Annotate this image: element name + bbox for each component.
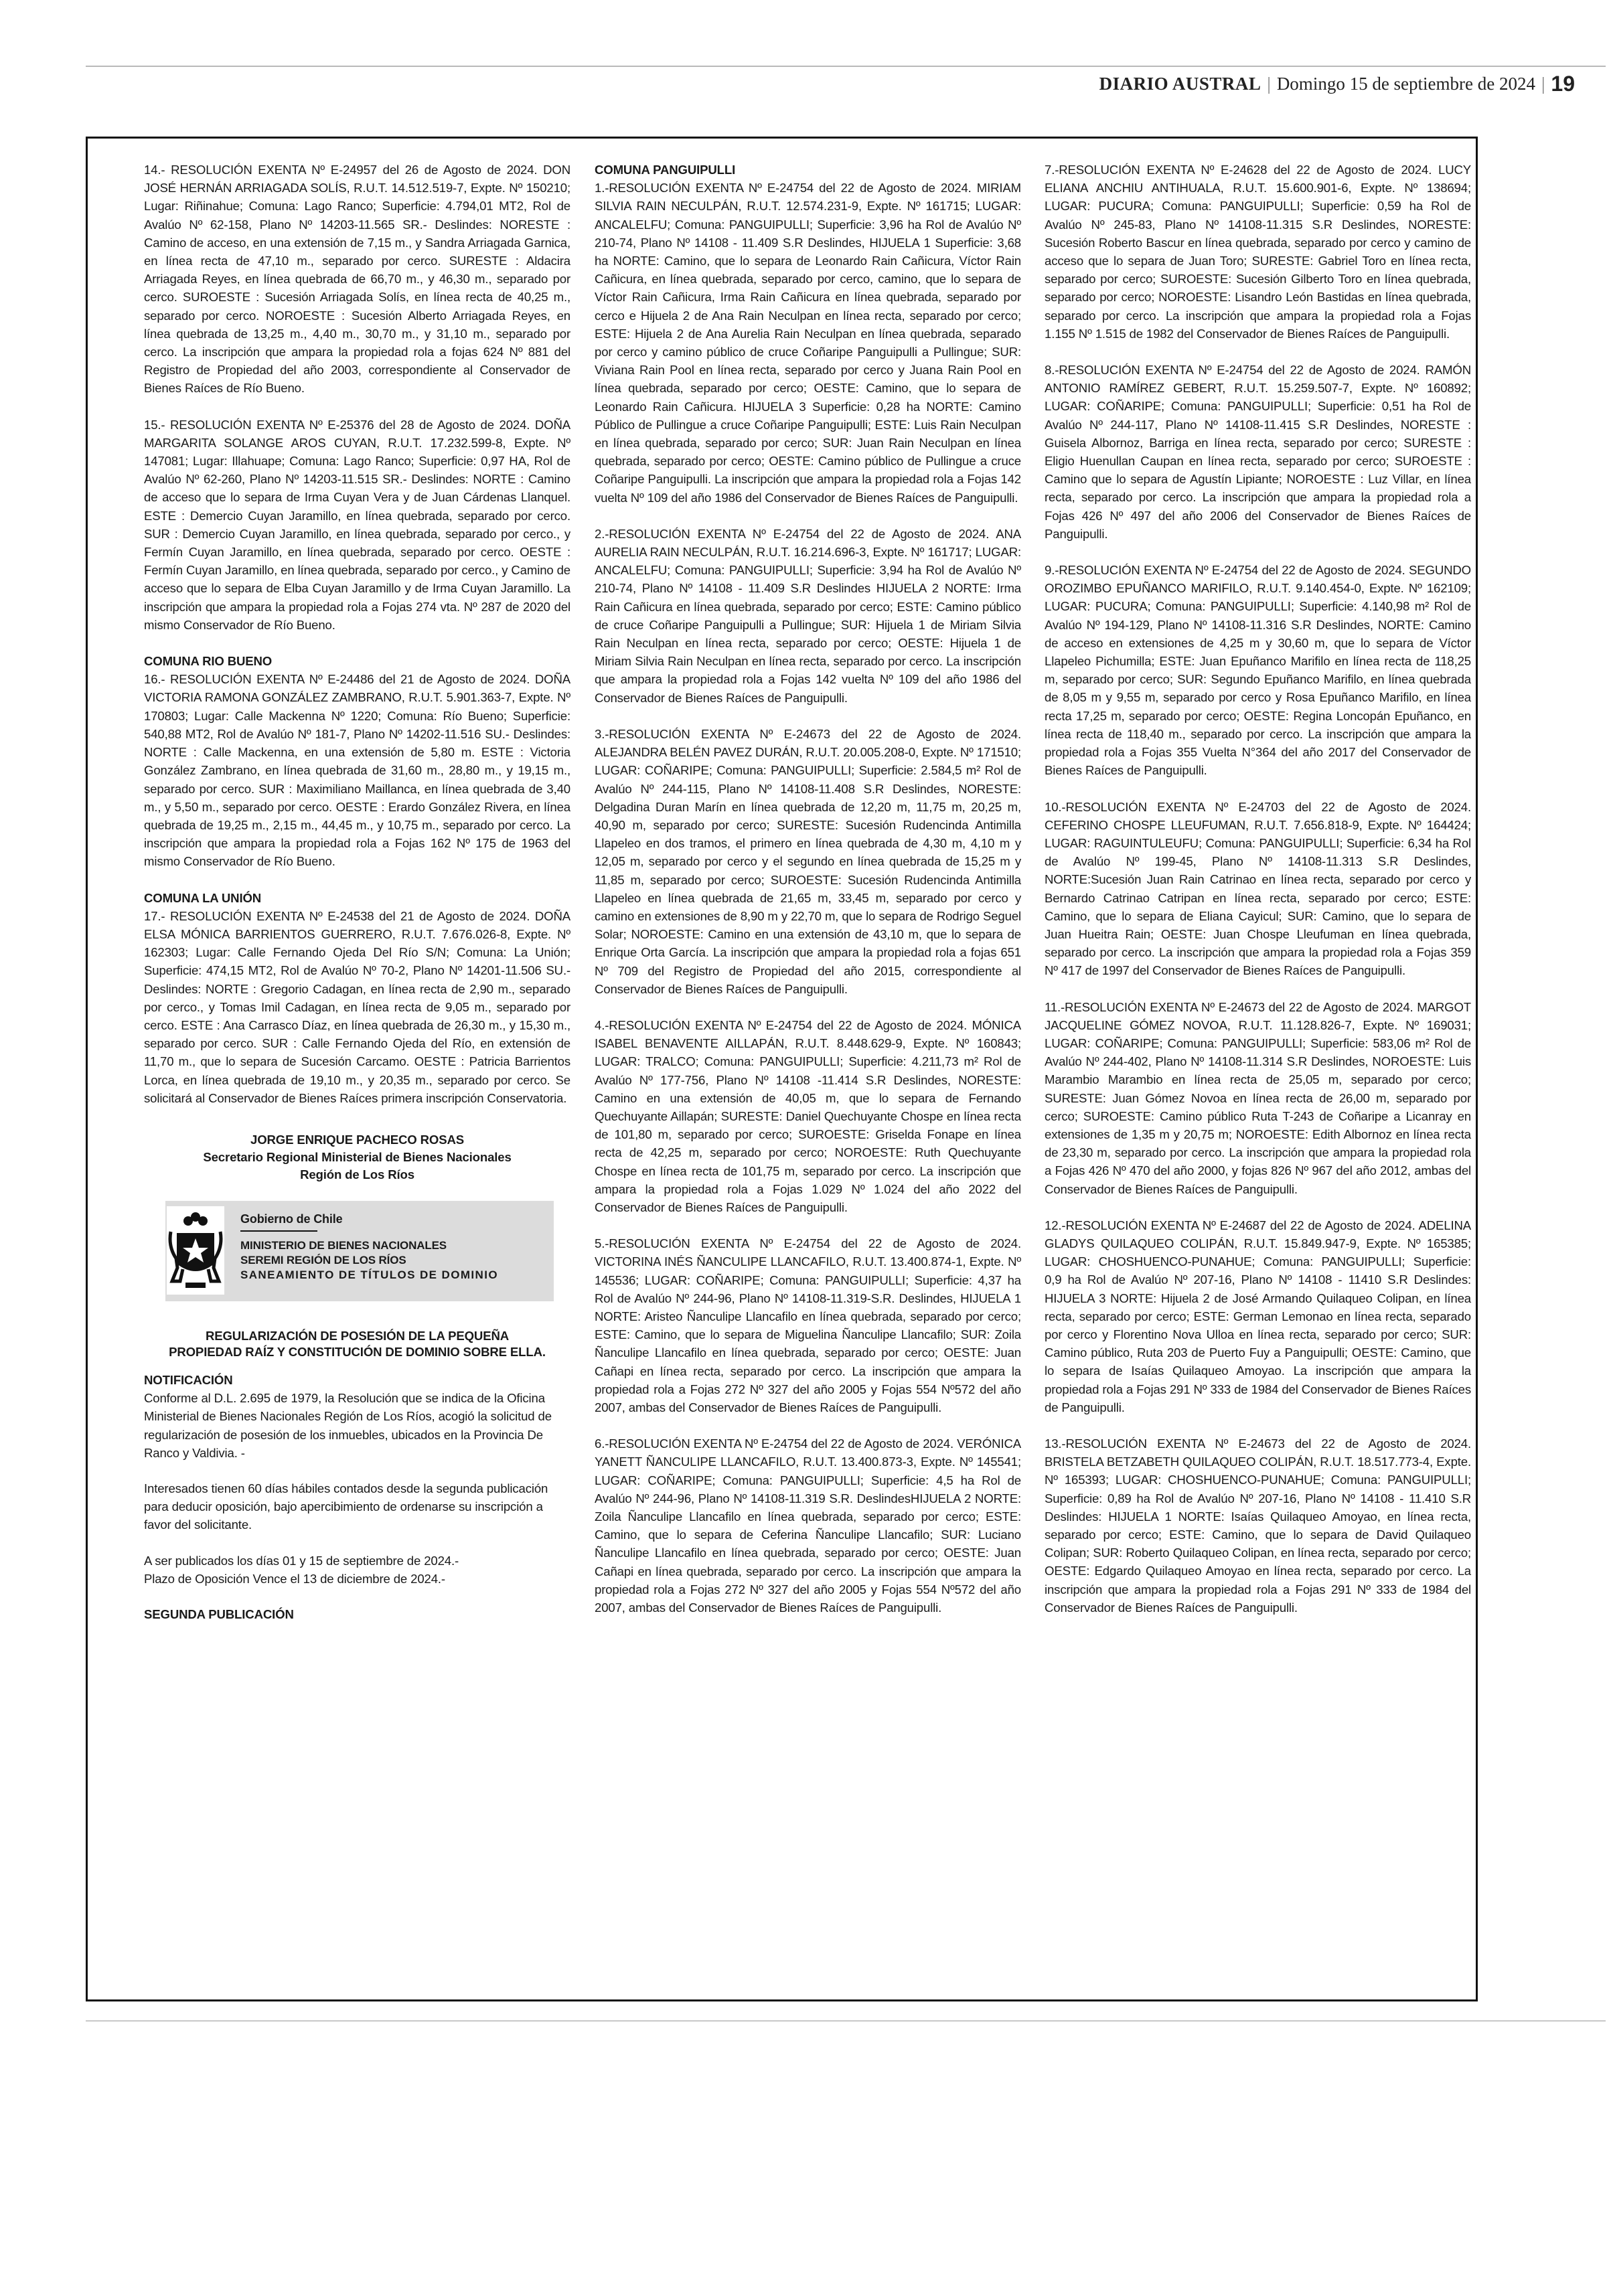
signature-block <box>144 1131 570 1183</box>
column-2 <box>595 161 1021 1635</box>
column-1 <box>144 161 570 1623</box>
header-rule <box>86 66 1606 67</box>
opposition-deadline: Plazo de Oposición Vence el 13 de diciembre de 2024.- <box>144 1571 445 1586</box>
regularization-title-line-1: REGULARIZACIÓN DE POSESIÓN DE LA PEQUEÑA <box>205 1328 510 1343</box>
page-number: 19 <box>1551 71 1575 96</box>
resolution-entry-7: 7.-RESOLUCIÓN EXENTA Nº E-24628 del 22 de Agosto de 2024. LUCY ELIANA ANCHIU ANTIHUALA, R.U.T. 15.600.901-6, Expte. Nº 138694; LUGAR: PUCURA; Comuna: PANGUIPULLI; Superficie: 0,59 ha Rol de Avalúo Nº 245-83, Plano Nº 14108-11.315 S.R Deslindes, NORESTE: Sucesión Roberto Bascur en línea quebrada, separado por cerco y camino de acceso que lo separa de Juan Toro; SURESTE: Gabriel Toro en línea recta, separado por cerco; SUROESTE: Sucesión Gilberto Toro en línea quebrada, separado por cerco; NOROESTE: Lisandro León Bastidas en línea quebrada, separado por cerco. La inscripción que ampara la propiedad rola a Fojas 1.155 Nº 1.515 de 1982 del Conservador de Bienes Raíces de Panguipulli. <box>1045 163 1471 341</box>
signatory-name: JORGE ENRIQUE PACHECO ROSAS <box>250 1132 464 1147</box>
publication-dates: A ser publicados los días 01 y 15 de septiembre de 2024.- <box>144 1553 459 1568</box>
resolution-entry-4: 4.-RESOLUCIÓN EXENTA Nº E-24754 del 22 de Agosto de 2024. MÓNICA ISABEL BENAVENTE AILLAPÁN, R.U.T. 8.448.629-9, Expte. Nº 160843; LUGAR: TRALCO; Comuna: PANGUIPULLI; Superficie: 4.211,73 m² Rol de Avalúo Nº 177-756, Plano Nº 14108 -11.414 S.R Deslindes, NORESTE: Camino en una extensión de 40,05 m, que lo separa de Fernando Quechuyante Aillapán; SURESTE: Daniel Quechuyante Chospe en línea recta de 101,80 m, separado por cerco; SUROESTE: Griselda Fonape en línea recta de 42,25 m, separado por cerco; NOROESTE: Ruth Quechuyante Chospe en línea recta de 101,75 m, separado por cerco. La inscripción que ampara la propiedad rola a Fojas 1.029 Nº 1.024 del año 2022 del Conservador de Bienes Raíces de Panguipulli. <box>595 1017 1021 1214</box>
resolution-entry-5: 5.-RESOLUCIÓN EXENTA Nº E-24754 del 22 de Agosto de 2024. VICTORINA INÉS ÑANCULIPE LLANCAFILO, R.U.T. 13.400.874-1, Expte. Nº 145536; LUGAR: COÑARIPE; Comuna: PANGUIPULLI; Superficie: 4,37 ha Rol de Avalúo Nº 244-96, Plano Nº 14108-11.319-S.R. Deslindes, HIJUELA 1 NORTE: Aristeo Ñanculipe Llancafilo en línea quebrada, separado por cerco; ESTE: Camino, que lo separa de Miguelina Ñanculipe Llancafilo; SUR: Zoila Ñanculipe Llancafilo en línea quebrada, separado por cerco; OESTE: Juan Cañapi en línea recta, separado por cerco. La inscripción que ampara la propiedad rola a Fojas 272 Nº 327 del año 2005 y Fojas 554 Nº572 del año 2007, ambas del Conservador de Bienes Raíces de Panguipulli. <box>595 1236 1021 1414</box>
ministry-logo <box>165 1201 554 1301</box>
coat-of-arms-icon <box>167 1206 224 1295</box>
publication-schedule <box>144 1552 570 1588</box>
resolution-entry-10: 10.-RESOLUCIÓN EXENTA Nº E-24703 del 22 de Agosto de 2024. CEFERINO CHOSPE LLEUFUMAN, R.U.T. 7.656.818-9, Expte. Nº 164424; LUGAR: RAGUINTULEUFU; Comuna: PANGUIPULLI; Superficie: 6,34 ha Rol de Avalúo Nº 199-45, Plano Nº 14108-11.313 S.R Deslindes, NORTE:Sucesión Juan Rain Catrinao en línea recta, separado por cerco y Bernardo Catrinao Catripan en línea recta, separado por cerco; ESTE: Camino, que lo separa de Eliana Cayicul; SUR: Camino, que lo separa de Juan Hueitra Rain; OESTE: Juan Chospe Lleufuman en línea quebrada, separado por cerco. La inscripción que ampara la propiedad rola a Fojas 359 Nº 417 de 1997 del Conservador de Bienes Raíces de Panguipulli. <box>1045 799 1471 978</box>
resolution-entry-13: 13.-RESOLUCIÓN EXENTA Nº E-24673 del 22 de Agosto de 2024. BRISTELA BETZABETH QUILAQUEO COLIPÁN, R.U.T. 18.517.773-4, Expte. Nº 165393; LUGAR: CHOSHUENCO-PUNAHUE; Comuna: PANGUIPULLI; Superficie: 0,89 ha Rol de Avalúo Nº 207-16, Plano Nº 14108 - 11.410 S.R Deslindes: HIJUELA 1 NORTE: Isaías Quilaqueo Amoyao, en línea recta, separado por cerco; ESTE: Camino, que lo separa de David Quilaqueo Colipan; SUR: Roberto Quilaqueo Colipan, en línea recta, separado por cerco; OESTE: Edgardo Quilaqueo Amoyao en línea recta, separado por cerco. La inscripción que ampara la propiedad rola a Fojas 291 Nº 333 de 1984 del Conservador de Bienes Raíces de Panguipulli. <box>1045 1437 1471 1615</box>
publication-name: DIARIO AUSTRAL <box>1099 73 1261 94</box>
notification-heading: NOTIFICACIÓN <box>144 1372 233 1387</box>
resolution-entry-8: 8.-RESOLUCIÓN EXENTA Nº E-24754 del 22 de Agosto de 2024. RAMÓN ANTONIO RAMÍREZ GEBERT, R.U.T. 15.259.507-7, Expte. Nº 160892; LUGAR: COÑARIPE; Comuna: PANGUIPULLI; Superficie: 0,51 ha Rol de Avalúo Nº 244-117, Plano Nº 14108-11.415 S.R Deslindes, NORESTE : Guisela Albornoz, Barriga en línea recta, separado por cerco; SURESTE : Eligio Huenullan Caupan en línea recta, separado por cerco; SUROESTE : Camino que lo separa de Agustín Lipiante; NOROESTE : Luz Villar, en línea recta, separado por cerco. La inscripción que ampara la propiedad rola a Fojas 426 Nº 497 del año 2006 del Conservador de Bienes Raíces de Panguipulli. <box>1045 363 1471 541</box>
program-name: SANEAMIENTO DE TÍTULOS DE DOMINIO <box>240 1268 498 1281</box>
ministry-name: MINISTERIO DE BIENES NACIONALES <box>240 1238 447 1252</box>
footer-rule <box>86 2020 1606 2022</box>
resolution-entry-12: 12.-RESOLUCIÓN EXENTA Nº E-24687 del 22 de Agosto de 2024. ADELINA GLADYS QUILAQUEO COLIPÁN, R.U.T. 15.849.947-9, Expte. Nº 165385; LUGAR: CHOSHUENCO-PUNAHUE; Comuna: PANGUIPULLI; Superficie: 0,9 ha Rol de Avalúo Nº 207-16, Plano Nº 14108 - 11410 S.R Deslindes: HIJUELA 3 NORTE: Hijuela 2 de José Armando Quilaqueo Colipan, en línea recta, separado por cerco; ESTE: German Lemonao en línea recta, separado por cerco y Florentino Nova Ulloa en línea recta, separado por cerco; SUR: Camino público, Ruta 203 de Puerto Fuy a Panguipulli; OESTE: Camino, que lo separa de Isaías Quilaqueo Amoyao. La inscripción que ampara la propiedad rola a Fojas 291 Nº 333 de 1984 del Conservador de Bienes Raíces de Panguipulli. <box>1045 1218 1471 1414</box>
resolution-entry-11: 11.-RESOLUCIÓN EXENTA Nº E-24673 del 22 de Agosto de 2024. MARGOT JACQUELINE GÓMEZ NOVOA, R.U.T. 11.128.826-7, Expte. Nº 169031; LUGAR: COÑARIPE; Comuna: PANGUIPULLI; Superficie: 583,06 m² Rol de Avalúo Nº 244-402, Plano Nº 14108-11.314 S.R Deslindes, NOROESTE: Luis Marambio Marambio en línea recta de 25,05 m, separado por cerco; SURESTE: Juan Gómez Novoa en línea recta de 26,00 m, separado por cerco; SUROESTE: Camino público Ruta T-243 de Coñaripe a Licanray en extensiones de 1,35 m y 20,75 m; NOROESTE: Edith Albornoz en línea recta de 23,30 m, separado por cerco. La inscripción que ampara la propiedad rola a Fojas 426 Nº 470 del año 2000, y fojas 826 Nº 967 del año 2012, ambas del Conservador de Bienes Raíces de Panguipulli. <box>1045 999 1471 1196</box>
resolution-entry-3: 3.-RESOLUCIÓN EXENTA Nº E-24673 del 22 de Agosto de 2024. ALEJANDRA BELÉN PAVEZ DURÁN, R.U.T. 20.005.208-0, Expte. Nº 171510; LUGAR: COÑARIPE; Comuna: PANGUIPULLI; Superficie: 2.584,5 m² Rol de Avalúo Nº 244-115, Plano Nº 14108-11.408 S.R Deslindes, NORESTE: Delgadina Duran Marín en línea quebrada de 12,20 m, 11,75 m, 20,25 m, 40,90 m, separado por cerco; SURESTE: Sucesión Rudencinda Antimilla Llapeleo en dos tramos, el primero en línea quebrada de 4,30 m, 4,10 m y 12,05 m, separado por cerco y el segundo en línea quebrada de 15,25 m y 11,85 m, separado por cerco; SUROESTE: Sucesión Rudencinda Antimilla Llapeleo en línea quebrada de 21,65 m, 33,45 m, separado por cerco y camino en extensiones de 8,90 m y 22,70 m, que lo separa de Rodrigo Seguel Solar; NOROESTE: Camino en una extensión de 43,10 m, que lo separa de Enrique Orta García. La inscripción que ampara la propiedad rola a fojas 651 Nº 709 del Registro de Propiedad del año 2015, correspondiente al Conservador de Bienes Raíces de Panguipulli. <box>595 726 1021 996</box>
resolution-entry-15: 15.- RESOLUCIÓN EXENTA Nº E-25376 del 28 de Agosto de 2024. DOÑA MARGARITA SOLANGE AROS CUYAN, R.U.T. 17.232.599-8, Expte. Nº 147081; Lugar: Illahuape; Comuna: Lago Ranco; Superficie: 0,97 HA, Rol de Avalúo Nº 62-260, Plano Nº 14203-11.515 SR.- Deslindes: NORTE : Camino de acceso que lo separa de Irma Cuyan Vera y de Juan Cárdenas Llanquel. ESTE : Demercio Cuyan Jaramillo, en línea quebrada, separado por cerco. SUR : Demercio Cuyan Jaramillo, en línea quebrada, separado por cerco., y Fermín Cuyan Jaramillo, en línea quebrada, separado por cerco. OESTE : Fermín Cuyan Jaramillo, en línea quebrada, separado por cerco., y Camino de acceso que lo separa de Elba Cuyan Jaramillo y de Irma Cuyan Jaramillo. La inscripción que ampara la propiedad rola a Fojas 274 vta. Nº 287 de 2020 del mismo Conservador de Río Bueno. <box>144 417 570 632</box>
page-header <box>1099 70 1575 98</box>
resolution-entry-14: 14.- RESOLUCIÓN EXENTA Nº E-24957 del 26 de Agosto de 2024. DON JOSÉ HERNÁN ARRIAGADA SOLÍS, R.U.T. 14.512.519-7, Expte. Nº 150210; Lugar: Riñinahue; Comuna: Lago Ranco; Superficie: 4.794,01 MT2, Rol de Avalúo Nº 62-158, Plano Nº 14203-11.565 SR.- Deslindes: NORESTE : Camino de acceso, en una extensión de 7,15 m., y Sandra Arriagada Garnica, en línea recta de 47,10 m., separado por cerco. SURESTE : Aldacira Arriagada Reyes, en línea quebrada de 66,70 m., y 46,30 m., separado por cerco. SUROESTE : Sucesión Arriagada Solís, en línea recta de 40,25 m., separado por cerco. NOROESTE : Sucesión Alberto Arriagada Reyes, en línea quebrada de 13,25 m., 4,40 m., 30,70 m., y 31,10 m., separado por cerco. La inscripción que ampara la propiedad rola a fojas 624 Nº 881 del Registro de Propiedad del año 2003, correspondiente al Conservador de Bienes Raíces de Río Bueno. <box>144 163 570 396</box>
resolution-entry-6: 6.-RESOLUCIÓN EXENTA Nº E-24754 del 22 de Agosto de 2024. VERÓNICA YANETT ÑANCULIPE LLANCAFILO, R.U.T. 13.400.873-3, Expte. Nº 145541; LUGAR: COÑARIPE; Comuna: PANGUIPULLI; Superficie: 4,5 ha Rol de Avalúo Nº 244-96, Plano Nº 14108-11.319 S.R. DeslindesHIJUELA 2 NORTE: Zoila Ñanculipe Llancafilo en línea quebrada, separado por cerco; ESTE: Camino, que lo separa de Ceferina Ñanculipe Llancafilo; SUR: Luciano Ñanculipe Llancafilo en línea quebrada, separado por cerco; OESTE: Juan Cañapi en línea quebrada, separado por cerco. La inscripción que ampara la propiedad rola a Fojas 272 Nº 327 del año 2005 y Fojas 554 Nº572 del año 2007, ambas del Conservador de Bienes Raíces de Panguipulli. <box>595 1437 1021 1615</box>
column-3 <box>1045 161 1471 1635</box>
resolution-entry-16: 16.- RESOLUCIÓN EXENTA Nº E-24486 del 21 de Agosto de 2024. DOÑA VICTORIA RAMONA GONZÁLEZ ZAMBRANO, R.U.T. 5.901.363-7, Expte. Nº 170803; Lugar: Calle Mackenna Nº 1220; Comuna: Río Bueno; Superficie: 540,88 MT2, Rol de Avalúo Nº 181-7, Plano Nº 14202-11.516 SU.- Deslindes: NORTE : Calle Mackenna, en una extensión de 5,80 m. ESTE : Victoria González Zambrano, en línea quebrada de 31,60 m., 28,80 m., y 19,15 m., separado por cerco. SUR : Maximiliano Maillanca, en línea quebrada de 3,40 m., y 5,50 m., separado por cerco. OESTE : Erardo González Rivera, en línea quebrada de 19,25 m., 2,15 m., 44,45 m., y 10,75 m., separado por cerco. La inscripción que ampara la propiedad rola a Fojas 162 Nº 175 de 1963 del mismo Conservador de Río Bueno. <box>144 672 570 869</box>
government-label: Gobierno de Chile <box>240 1212 343 1226</box>
notification-text: Conforme al D.L. 2.695 de 1979, la Resolución que se indica de la Oficina Ministerial de Bienes Nacionales Región de Los Ríos, acogió la solicitud de regularización de posesión de los inmuebles, ubicados en la Provincia De Ranco y Valdivia. - <box>144 1391 552 1460</box>
resolution-entry-17: 17.- RESOLUCIÓN EXENTA Nº E-24538 del 21 de Agosto de 2024. DOÑA ELSA MÓNICA BARRIENTOS GUERRERO, R.U.T. 7.676.026-8, Expte. Nº 162303; Lugar: Calle Fernando Ojeda Del Río S/N; Comuna: La Unión; Superficie: 474,15 MT2, Rol de Avalúo Nº 70-2, Plano Nº 14201-11.506 SU.- Deslindes: NORTE : Gregorio Cadagan, en línea recta de 2,90 m., separado por cerco., y Tomas Imil Cadagan, en línea recta de 9,05 m., separado por cerco. ESTE : Ana Carrasco Díaz, en línea quebrada de 26,30 m., y 15,30 m., separado por cerco. SUR : Calle Fernando Ojeda del Río, en extensión de 11,70 m., que lo separa de Sucesión Carcamo. OESTE : Patricia Barrientos Lorca, en línea quebrada de 19,10 m., y 20,35 m., separado por cerco. Se solicitará al Conservador de Bienes Raíces primera inscripción Conservatoria. <box>144 908 570 1105</box>
ministry-name-block <box>240 1238 498 1283</box>
header-separator: | <box>1267 73 1271 94</box>
opposition-text: Interesados tienen 60 días hábiles contados desde la segunda publicación para deducir oposición, bajo apercibimiento de ordenarse su inscripción a favor del solicitante. <box>144 1481 548 1532</box>
publication-date: Domingo 15 de septiembre de 2024 <box>1276 73 1535 94</box>
resolution-entry-9: 9.-RESOLUCIÓN EXENTA Nº E-24754 del 22 de Agosto de 2024. SEGUNDO OROZIMBO EPUÑANCO MARIFILO, R.U.T. 9.140.454-0, Expte. Nº 162109; LUGAR: PUCURA; Comuna: PANGUIPULLI; Superficie: 4.140,98 m² Rol de Avalúo Nº 194-129, Plano Nº 14108-11.316 S.R Deslindes, NORTE: Camino de acceso en extensiones de 4,25 m y 30,60 m, que lo separa de Víctor Llapeleo Pichumilla; ESTE: Juan Epuñanco Marifilo en línea recta de 118,25 m, separado por cerco; SUR: Segundo Epuñanco Marifilo, en línea quebrada de 8,05 m y 9,55 m, separado por cerco y Rosa Epuñanco Marifilo, en línea recta 17,25 m, separado por cerco; OESTE: Regina Loncopán Epuñanco, en línea recta de 118,40 m., separado por cerco. La inscripción que ampara la propiedad rola a Fojas 355 Vuelta N°364 del año 2017 del Conservador de Bienes Raíces de Panguipulli. <box>1045 563 1471 778</box>
section-heading-panguipulli: COMUNA PANGUIPULLI <box>595 163 736 177</box>
regularization-title <box>144 1328 570 1360</box>
logo-bar <box>240 1230 317 1232</box>
header-separator-2: | <box>1541 73 1545 94</box>
resolution-entry-1: 1.-RESOLUCIÓN EXENTA Nº E-24754 del 22 de Agosto de 2024. MIRIAM SILVIA RAIN NECULPÁN, R.U.T. 12.574.231-9, Expte. Nº 161715; LUGAR: ANCALELFU; Comuna: PANGUIPULLI; Superficie: 3,96 ha Rol de Avalúo Nº 210-74, Plano Nº 14108 - 11.409 S.R Deslindes, HIJUELA 1 Superficie: 3,68 ha NORTE: Camino, que lo separa de Leonardo Rain Cañicura, Víctor Rain Cañicura, en línea quebrada, separado por cerco, camino, que lo separa de Víctor Rain Cañicura, Irma Rain Cañicura en línea quebrada, separado por cerco e Hijuela 2 de Ana Rain Neculpan en línea recta, separado por cerco; ESTE: Hijuela 2 de Ana Aurelia Rain Neculpan en línea quebrada, separado por cerco y camino público de cruce Coñaripe Panguipulli a Pullingue; SUR: Viviana Rain Pool en línea recta, separado por cerco y Juana Rain Pool en línea quebrada, separado por cerco; OESTE: Camino, que lo separa de Leonardo Rain Cañicura. HIJUELA 3 Superficie: 0,28 ha NORTE: Camino Público de Pullingue a cruce Coñaripe Panguipulli; ESTE: Luis Rain Neculpan en línea quebrada, separado por cerco; SUR: Juan Rain Neculpan en línea quebrada, separado por cerco; OESTE: Camino público de Pullingue a cruce Coñaripe Panguipulli. La inscripción que ampara la propiedad rola a Fojas 142 vuelta Nº 109 del año 1986 del Conservador de Bienes Raíces de Panguipulli. <box>595 181 1021 505</box>
seremi-name: SEREMI REGIÓN DE LOS RÍOS <box>240 1253 406 1266</box>
regularization-title-line-2: PROPIEDAD RAÍZ Y CONSTITUCIÓN DE DOMINIO SOBRE ELLA. <box>169 1344 546 1359</box>
second-publication-label: SEGUNDA PUBLICACIÓN <box>144 1607 294 1621</box>
section-heading-rio-bueno: COMUNA RIO BUENO <box>144 654 273 669</box>
resolution-entry-2: 2.-RESOLUCIÓN EXENTA Nº E-24754 del 22 de Agosto de 2024. ANA AURELIA RAIN NECULPÁN, R.U.T. 16.214.696-3, Expte. Nº 161717; LUGAR: ANCALELFU; Comuna: PANGUIPULLI; Superficie: 3,94 ha Rol de Avalúo Nº 210-74, Plano Nº 14108 - 11.409 S.R Deslindes HIJUELA 2 NORTE: Irma Rain Cañicura en línea quebrada, separado por cerco; ESTE: Camino público de cruce Coñaripe Panguipulli a Pullingue; SUR: Hijuela 1 de Miriam Silvia Rain Neculpan en línea recta, separado por cerco; OESTE: Hijuela 1 de Miriam Silvia Rain Neculpan en línea recta, separado por cerco. La inscripción que ampara la propiedad rola a Fojas 142 vuelta Nº 109 del año 1986 del Conservador de Bienes Raíces de Panguipulli. <box>595 526 1021 705</box>
signatory-region: Región de Los Ríos <box>300 1167 414 1181</box>
signatory-title: Secretario Regional Ministerial de Bienes Nacionales <box>203 1149 512 1164</box>
section-heading-la-union: COMUNA LA UNIÓN <box>144 890 262 905</box>
